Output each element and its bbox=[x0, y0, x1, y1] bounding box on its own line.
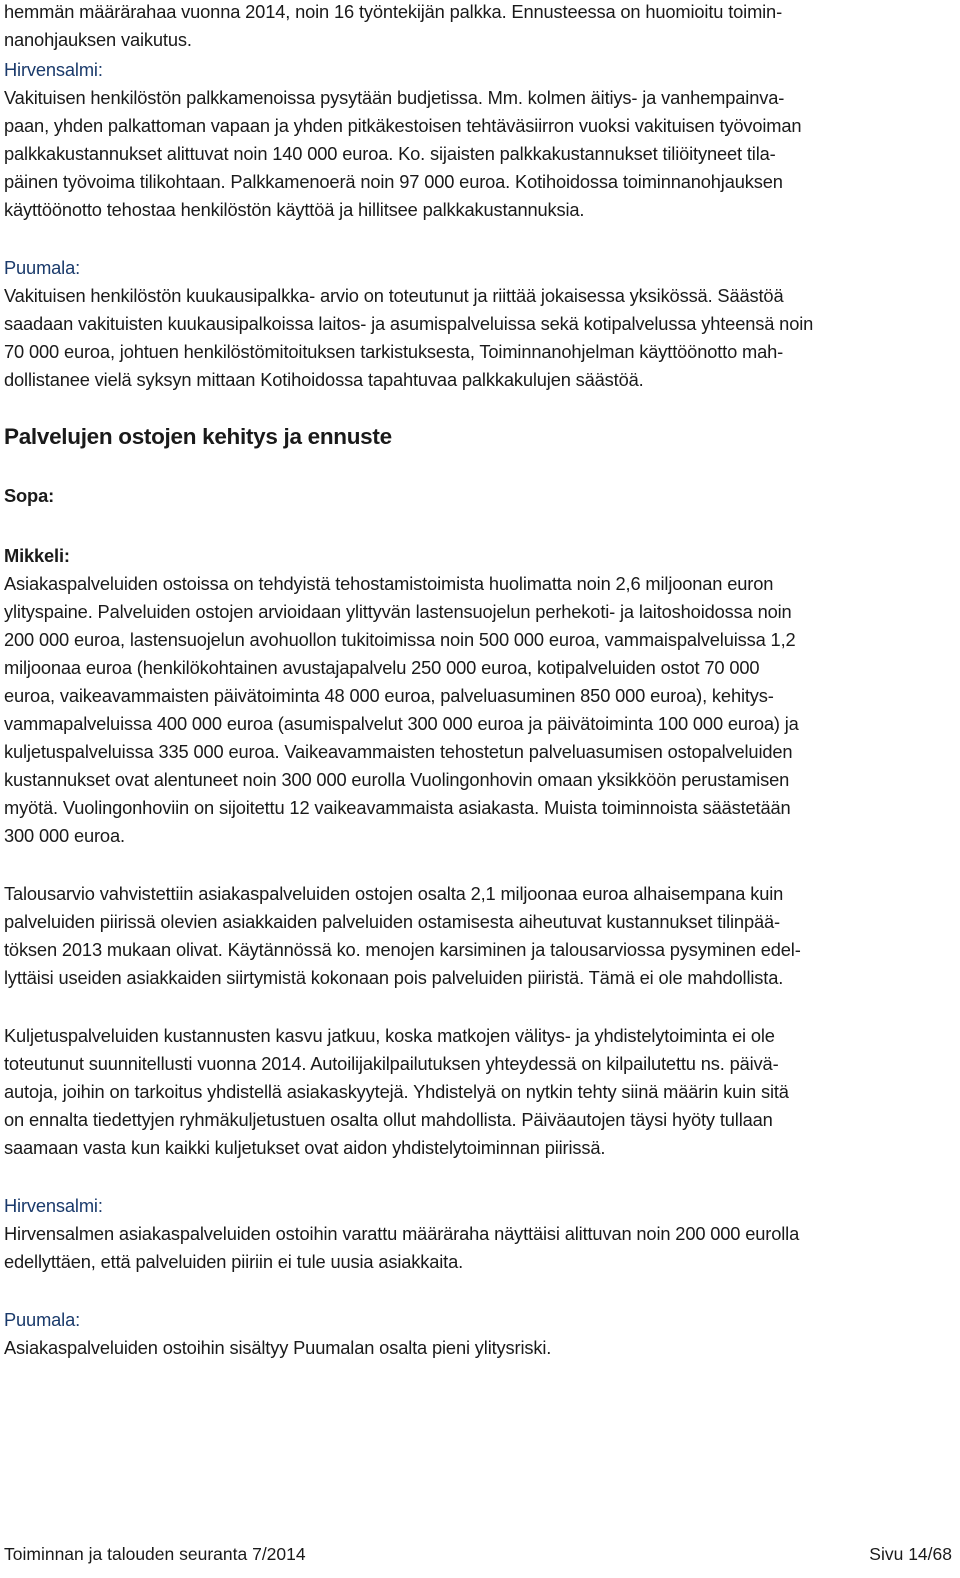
text-line: paan, yhden palkattoman vapaan ja yhden pitkäkestoisen tehtäväsiirron vuoksi vakituisen työvoiman bbox=[4, 115, 802, 136]
subheading: Sopa: bbox=[4, 485, 55, 506]
text-line: Asiakaspalveluiden ostoihin sisältyy Puumalan osalta pieni ylitysriski. bbox=[4, 1337, 552, 1358]
text-line: 70 000 euroa, johtuen henkilöstömitoituksen tarkistuksesta, Toiminnanohjelman käyttöönotto mah- bbox=[4, 341, 784, 362]
text-line: 200 000 euroa, lastensuojelun avohuollon tukitoimissa noin 500 000 euroa, vammaispalveluissa 1,2 bbox=[4, 629, 796, 650]
text-line: autoja, joihin on tarkoitus yhdistellä asiakaskyytejä. Yhdistelyä on nytkin tehty siinä määrin kuin sitä bbox=[4, 1081, 789, 1102]
text-line: euroa, vaikeavammaisten päivätoiminta 48 000 euroa, palveluasuminen 850 000 euroa), kehitys- bbox=[4, 685, 774, 706]
text-line: toteutunut suunnitellusti vuonna 2014. Autoilijakilpailutuksen yhteydessä on kilpailutettu ns. päivä- bbox=[4, 1053, 779, 1074]
footer-title: Toiminnan ja talouden seuranta 7/2014 bbox=[4, 1544, 306, 1564]
text-line: kustannukset ovat alentuneet noin 300 000 eurolla Vuolingonhovin omaan yksikköön perustamisen bbox=[4, 769, 790, 790]
text-line: Talousarvio vahvistettiin asiakaspalveluiden ostojen osalta 2,1 miljoonaa euroa alhaisempana kuin bbox=[4, 883, 784, 904]
page-footer bbox=[4, 1542, 952, 1566]
text-line: Vakituisen henkilöstön kuukausipalkka- arvio on toteutunut ja riittää jokaisessa yksikössä. Säästöä bbox=[4, 285, 784, 306]
text-line: myötä. Vuolingonhoviin on sijoitettu 12 vaikeavammaista asiakasta. Muista toiminnoista säästetään bbox=[4, 797, 791, 818]
subheading: Mikkeli: bbox=[4, 545, 70, 566]
text-line: Kuljetuspalveluiden kustannusten kasvu jatkuu, koska matkojen välitys- ja yhdistelytoiminta ei ole bbox=[4, 1025, 775, 1046]
text-line: käyttöönotto tehostaa henkilöstön käyttöä ja hillitsee palkkakustannuksia. bbox=[4, 199, 585, 220]
text-line: 300 000 euroa. bbox=[4, 825, 125, 846]
page-number: Sivu 14/68 bbox=[869, 1544, 952, 1564]
text-line: hemmän määrärahaa vuonna 2014, noin 16 työntekijän palkka. Ennusteessa on huomioitu toimin- bbox=[4, 1, 783, 22]
text-line: saamaan vasta kun kaikki kuljetukset ovat aidon yhdistelytoiminnan piirissä. bbox=[4, 1137, 606, 1158]
municipality-heading: Hirvensalmi: bbox=[4, 1195, 103, 1216]
text-line: ylityspaine. Palveluiden ostojen arvioidaan ylittyvän lastensuojelun perhekoti- ja laitoshoidossa noin bbox=[4, 601, 792, 622]
text-line: päinen työvoima tilikohtaan. Palkkamenoerä noin 97 000 euroa. Kotihoidossa toiminnanohjauksen bbox=[4, 171, 783, 192]
text-line: saadaan vakituisten kuukausipalkoissa laitos- ja asumispalveluissa sekä kotipalvelussa yhteensä noin bbox=[4, 313, 814, 334]
text-line: Vakituisen henkilöstön palkkamenoissa pysytään budjetissa. Mm. kolmen äitiys- ja vanhempainva- bbox=[4, 87, 785, 108]
text-line: lyttäisi useiden asiakkaiden siirtymistä kokonaan pois palveluiden piiristä. Tämä ei ole mahdollista. bbox=[4, 967, 784, 988]
municipality-heading: Hirvensalmi: bbox=[4, 59, 103, 80]
section-title: Palvelujen ostojen kehitys ja ennuste bbox=[4, 424, 392, 449]
text-line: palkkakustannukset alittuvat noin 140 000 euroa. Ko. sijaisten palkkakustannukset tiliöityneet tila- bbox=[4, 143, 776, 164]
text-line: edellyttäen, että palveluiden piiriin ei tule uusia asiakkaita. bbox=[4, 1251, 464, 1272]
text-line: töksen 2013 mukaan olivat. Käytännössä ko. menojen karsiminen ja talousarviossa pysyminen edel- bbox=[4, 939, 801, 960]
text-line: miljoonaa euroa (henkilökohtainen avustajapalvelu 250 000 euroa, kotipalveluiden ostot 70 000 bbox=[4, 657, 760, 678]
text-line: Hirvensalmen asiakaspalveluiden ostoihin varattu määräraha näyttäisi alittuvan noin 200 000 eurolla bbox=[4, 1223, 800, 1244]
text-line: palveluiden piirissä olevien asiakkaiden palveluiden ostamisesta aiheutuvat kustannukset tilinpää- bbox=[4, 911, 780, 932]
text-line: on ennalta tiedettyjen ryhmäkuljetustuen osalta ollut mahdollista. Päiväautojen täysi hyöty tullaan bbox=[4, 1109, 773, 1130]
municipality-heading: Puumala: bbox=[4, 1309, 81, 1330]
text-line: kuljetuspalveluissa 335 000 euroa. Vaikeavammaisten tehostetun palveluasumisen ostopalveluiden bbox=[4, 741, 793, 762]
text-line: dollistanee vielä syksyn mittaan Kotihoidossa tapahtuvaa palkkakulujen säästöä. bbox=[4, 369, 644, 390]
text-line: vammapalveluissa 400 000 euroa (asumispalvelut 300 000 euroa ja päivätoiminta 100 000 euroa) ja bbox=[4, 713, 799, 734]
municipality-heading: Puumala: bbox=[4, 257, 81, 278]
text-line: Asiakaspalveluiden ostoissa on tehdyistä tehostamistoimista huolimatta noin 2,6 miljoonan euron bbox=[4, 573, 774, 594]
text-line: nanohjauksen vaikutus. bbox=[4, 29, 192, 50]
